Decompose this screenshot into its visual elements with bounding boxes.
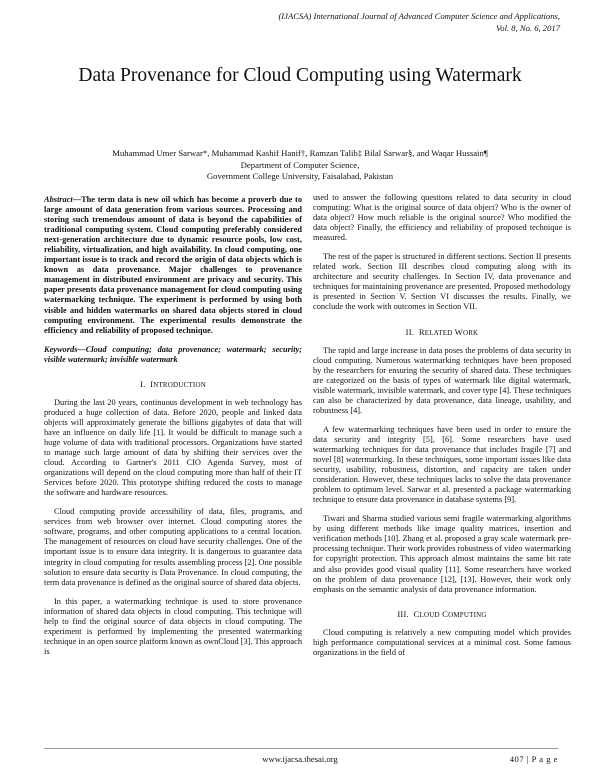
footer-divider xyxy=(44,748,558,749)
keywords-label: Keywords xyxy=(44,344,78,354)
paper-title: Data Provenance for Cloud Computing using Watermark xyxy=(78,65,522,86)
author-names: Muhammad Umer Sarwar*, Muhammad Kashif Hanif†, Ramzan Talib‡ Bilal Sarwar§, and Waqar Hussain¶ xyxy=(112,148,488,158)
journal-name: (IJACSA) International Journal of Advanced Computer Science and Applications, xyxy=(278,11,560,21)
author-department: Department of Computer Science, xyxy=(240,159,360,170)
journal-volume: Vol. 8, No. 6, 2017 xyxy=(496,23,560,33)
section-heading-introduction: I. INTRODUCTION xyxy=(140,378,206,389)
page-number: 407 | P a g e xyxy=(509,754,558,764)
footer-url: www.ijacsa.thesai.org xyxy=(262,754,338,764)
section-heading-related-work: II. RELATED WORK xyxy=(405,326,479,337)
intro-paragraph-4: used to answer the following questions related to data security in cloud computing: What is the original source of data object? Who is the owner of data object? How much reliable is the original source? Who modified the data object? Finally, the efficiency and reliability of proposed technique is measured. xyxy=(313,193,571,243)
abstract xyxy=(44,195,302,336)
cloud-paragraph-1: Cloud computing is relatively a new computing model which provides high performance computational services at a minimal cost. Some famous organizations in the field of xyxy=(313,627,571,657)
related-paragraph-2: A few watermarking techniques have been used in order to ensure the data security and integrity [5], [6]. Some researchers have used watermarking techniques for data provenance that includes fragile [7] and novel [8] watermarking. In these techniques, some important issues like data security, usability, robustness, distortion, and capacity are taken under consideration. However, these techniques lacks to solve the data provenance problem to optimum level. Sarwar et al. presented a package watermarking technique to ensure data provenance in database systems [9]. xyxy=(313,424,571,505)
intro-paragraph-2: Cloud computing provide accessibility of data, files, programs, and services from web browser over internet. Cloud computing stores the software, programs, and other computing applications to a central location. The management of resources on cloud have security challenges. One of the important issue is to ensure data integrity. It is dangerous to guarantee data integrity in cloud computing for results assembling process [2]. One possible solution to ensure data security is Data Provenance. In cloud computing, the term data provenance is defined as the original source of shared data objects. xyxy=(44,507,302,587)
related-paragraph-1: The rapid and large increase in data poses the problems of data security in cloud computing. Numerous watermarking techniques have been proposed by the researchers for ensuring the security of shared data. These techniques are categorized on the basis of types of watermark like digital watermark, visible watermark, invisible watermark, and cover type [4]. These techniques can also be characterized by data provenance, data lineage, usability, and robustness [4]. xyxy=(313,345,571,415)
author-university: Government College University, Faisalabad, Pakistan xyxy=(206,171,394,181)
left-column xyxy=(44,195,302,657)
related-paragraph-3: Tiwari and Sharma studied various semi fragile watermarking algorithms by using different methods like image quality matrices, insertion and verification methods [10]. Zhang et al. proposed a gray scale watermark pre-processing technique. Their work provides robustness of video watermarking for copyright protection. This approach almost maintains the same bit rate and also provides good visual quality [11]. Some researchers have worked on the problem of data provenance [12], [13]. However, their work only emphasis on the semantic analysis of data provenance information. xyxy=(313,514,571,594)
journal-header xyxy=(140,10,560,34)
right-column xyxy=(313,193,571,658)
keywords xyxy=(44,345,302,365)
intro-paragraph-3: In this paper, a watermarking technique is used to store provenance information of shared data objects in cloud computing. This technique will help to find the original source of data objects in cloud computing. The experiment is performed by implementing the presented watermarking technique in an open source platform known as ownCloud [3]. This approach is xyxy=(44,596,302,656)
intro-paragraph-5: The rest of the paper is structured in different sections. Section II presents related work. Section III describes cloud computing along with its architecture and security challenges. In Section IV, data provenance and techniques for maintaining provenance are presented. Proposed methodology is presented in Section V. Section VI discusses the results. Finally, we conclude the work with outcomes in Section VII. xyxy=(313,252,571,312)
keywords-text: —Cloud computing; data provenance; watermark; security; visible watermark; invisible watermark xyxy=(44,344,302,364)
intro-paragraph-1: During the last 20 years, continuous development in web technology has produced a huge collection of data. Before 2020, people and linked data objects will approximately generate the billions gigabytes of data that will have an influence on daily life [1]. It would be difficult to manage such a huge volume of data with traditional processors. Organizations have started to manage such large amount of data by shifting their services over the cloud. According to Gartner's 2011 CIO Agenda Survey, most of organizations will depend on the cloud computing more than half of their IT Services before 2020. This prototype shifting reduced the costs to manage the software and hardware resources. xyxy=(44,397,302,498)
author-block xyxy=(40,148,560,183)
abstract-label: Abstract xyxy=(44,195,73,204)
abstract-text: —The term data is new oil which has become a proverb due to large amount of data generation from various sources. Processing and storing such tremendous amount of data is beyond the capabilities of traditional computing system. Cloud computing preferably considered next-generation architecture due to dynamic resource pools, low cost, reliability, virtualization, and high availability. In cloud computing, one important issue is to track and record the origin of data objects which is known as data provenance. Major challenges to provenance management in distributed environment are privacy and security. This paper presents data provenance management for cloud computing using watermarking technique. The experiment is performed by using both visible and hidden watermarks on shared data objects stored in cloud computing environment. The experimental results demonstrate the efficiency and reliability of proposed technique. xyxy=(44,195,302,335)
section-heading-cloud-computing: III. CLOUD COMPUTING xyxy=(397,608,487,619)
